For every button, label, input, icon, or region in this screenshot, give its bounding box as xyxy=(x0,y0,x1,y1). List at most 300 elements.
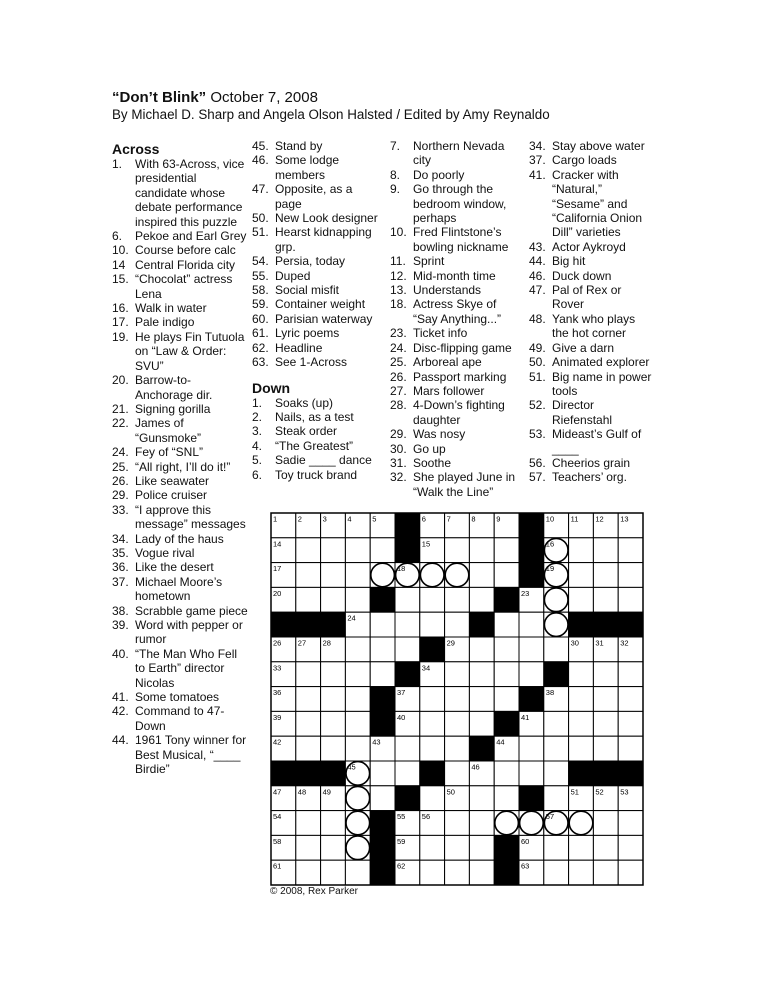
clue-text: Police cruiser xyxy=(135,488,208,503)
clue-text: Fey of “SNL” xyxy=(135,445,204,460)
grid-cell[interactable] xyxy=(345,736,370,761)
clue-number: 51. xyxy=(252,225,269,240)
clue-text: Soothe xyxy=(413,455,452,470)
cell-number: 63 xyxy=(521,861,530,871)
cell-number: 56 xyxy=(421,812,431,822)
grid-cell[interactable] xyxy=(494,637,519,662)
cell-number: 3 xyxy=(322,514,327,524)
grid-cell[interactable] xyxy=(494,662,519,687)
clue-number: 56. xyxy=(529,455,546,470)
clue-text: Opposite, as a page xyxy=(275,182,353,211)
clue xyxy=(390,254,520,268)
clue-number: 37. xyxy=(112,574,129,589)
clue xyxy=(390,326,520,340)
grid-cell[interactable] xyxy=(618,711,643,736)
cell-number: 38 xyxy=(545,688,555,698)
clue-number: 54. xyxy=(252,254,269,269)
grid-cell[interactable] xyxy=(469,811,494,836)
clue-number: 7. xyxy=(390,139,401,153)
grid-cell[interactable] xyxy=(370,761,395,786)
clue xyxy=(252,355,382,369)
cell-number: 57 xyxy=(545,812,555,822)
grid-cell[interactable] xyxy=(494,612,519,637)
grid-cell[interactable] xyxy=(618,563,643,588)
grid-cell[interactable] xyxy=(569,662,594,687)
grid-cell[interactable] xyxy=(494,538,519,563)
cell-number: 12 xyxy=(595,514,604,524)
clue-text: Animated explorer xyxy=(552,355,650,370)
black-square xyxy=(519,786,544,811)
grid-cell[interactable] xyxy=(569,687,594,712)
grid-cell[interactable] xyxy=(420,612,445,637)
grid-cell[interactable] xyxy=(445,612,470,637)
grid-cell[interactable] xyxy=(445,687,470,712)
clue-text: Duped xyxy=(275,268,311,283)
grid-cell[interactable] xyxy=(296,687,321,712)
grid-cell[interactable] xyxy=(519,662,544,687)
grid-cell[interactable] xyxy=(519,637,544,662)
clue xyxy=(390,427,520,441)
grid-cell[interactable] xyxy=(593,736,618,761)
clue-text: Understands xyxy=(413,283,482,298)
grid-cell[interactable] xyxy=(395,736,420,761)
clue-number: 27. xyxy=(390,383,407,398)
cell-number: 35 xyxy=(545,663,555,673)
grid-cell[interactable] xyxy=(494,563,519,588)
clue xyxy=(252,297,382,311)
grid-cell[interactable] xyxy=(345,662,370,687)
grid-cell[interactable] xyxy=(569,587,594,612)
grid-cell[interactable] xyxy=(618,662,643,687)
grid-cell[interactable] xyxy=(345,687,370,712)
clue xyxy=(112,733,248,776)
clue-text: Signing gorilla xyxy=(135,401,211,416)
clue-text: Go through the bedroom window, perhaps xyxy=(413,182,507,226)
clue-text: Stay above water xyxy=(552,139,645,153)
grid-cell[interactable] xyxy=(321,711,346,736)
clue xyxy=(112,301,248,315)
clue-number: 49. xyxy=(529,340,546,355)
clue-text: Hearst kidnapping grp. xyxy=(275,225,372,254)
clue-column-3 xyxy=(390,139,520,499)
grid-cell[interactable] xyxy=(420,736,445,761)
grid-cell[interactable] xyxy=(345,637,370,662)
clue xyxy=(529,240,654,254)
clue-number: 12. xyxy=(390,268,407,283)
cell-number: 22 xyxy=(496,588,505,598)
grid-cell[interactable] xyxy=(618,860,643,885)
clue-number: 5. xyxy=(252,453,263,468)
grid-cell[interactable] xyxy=(469,711,494,736)
clue-number: 26. xyxy=(112,473,129,488)
grid-cell[interactable] xyxy=(469,538,494,563)
grid-cell[interactable] xyxy=(618,587,643,612)
clue xyxy=(112,704,248,733)
clue xyxy=(390,182,520,225)
grid-cell[interactable] xyxy=(321,563,346,588)
grid-cell[interactable] xyxy=(519,612,544,637)
grid-cell[interactable] xyxy=(345,563,370,588)
clue-text: Toy truck brand xyxy=(275,467,358,482)
grid-cell[interactable] xyxy=(296,538,321,563)
clue-number: 45. xyxy=(252,139,269,153)
clue-text: “I approve this message” messages xyxy=(135,502,246,532)
clue-number: 29. xyxy=(390,427,407,442)
grid-cell[interactable] xyxy=(569,860,594,885)
cell-number: 36 xyxy=(273,688,282,698)
clue-number: 41. xyxy=(529,167,546,182)
clue-text: Sprint xyxy=(413,254,445,269)
clue-text: Was nosy xyxy=(413,427,466,442)
grid-cell[interactable] xyxy=(345,587,370,612)
grid-cell[interactable] xyxy=(469,587,494,612)
clue xyxy=(529,283,654,312)
grid-cell[interactable] xyxy=(420,687,445,712)
cell-number: 31 xyxy=(595,638,604,648)
clue-number: 61. xyxy=(252,326,269,341)
grid-cell[interactable] xyxy=(618,538,643,563)
cell-number: 11 xyxy=(570,514,579,524)
cell-number: 52 xyxy=(595,787,604,797)
clue xyxy=(112,618,248,647)
grid-cell[interactable] xyxy=(296,587,321,612)
clue-number: 6. xyxy=(252,467,263,482)
black-square xyxy=(395,538,420,563)
black-square xyxy=(370,860,395,885)
grid-cell[interactable] xyxy=(593,662,618,687)
grid-cell[interactable] xyxy=(321,811,346,836)
clue-number: 13. xyxy=(390,283,407,298)
clue-number: 57. xyxy=(529,470,546,485)
grid-cell[interactable] xyxy=(469,563,494,588)
grid-cell[interactable] xyxy=(494,687,519,712)
cell-number: 43 xyxy=(372,737,381,747)
clue-text: Big hit xyxy=(552,254,586,269)
grid-cell[interactable] xyxy=(618,835,643,860)
clue xyxy=(529,355,654,369)
clue-text: Command to 47-Down xyxy=(135,704,225,733)
clue xyxy=(112,157,248,229)
clue-number: 15. xyxy=(112,272,129,287)
clue-number: 20. xyxy=(112,373,129,388)
grid-cell[interactable] xyxy=(420,587,445,612)
black-square xyxy=(395,786,420,811)
grid-cell[interactable] xyxy=(618,811,643,836)
clue-number: 14 xyxy=(112,257,126,272)
grid-cell[interactable] xyxy=(321,587,346,612)
clue xyxy=(112,532,248,546)
grid-cell[interactable] xyxy=(296,711,321,736)
clue xyxy=(390,398,520,427)
puzzle-date: October 7, 2008 xyxy=(206,89,318,106)
clue-text: Yank who plays the hot corner xyxy=(552,311,636,341)
grid-cell[interactable] xyxy=(420,860,445,885)
grid-cell[interactable] xyxy=(395,761,420,786)
grid-cell[interactable] xyxy=(569,736,594,761)
grid-cell[interactable] xyxy=(593,835,618,860)
clue-number: 36. xyxy=(112,560,129,575)
clue xyxy=(390,269,520,283)
clue-number: 9. xyxy=(390,182,401,197)
cell-number: 49 xyxy=(322,787,331,797)
clue-text: Scrabble game piece xyxy=(135,603,248,618)
clue xyxy=(529,456,654,470)
clue-text: Cargo loads xyxy=(552,153,617,168)
clue-number: 16. xyxy=(112,301,129,316)
grid-cell[interactable] xyxy=(469,860,494,885)
grid-cell[interactable] xyxy=(420,835,445,860)
grid-cell[interactable] xyxy=(469,687,494,712)
grid-cell[interactable] xyxy=(445,811,470,836)
cell-number: 40 xyxy=(397,712,406,722)
clue xyxy=(252,326,382,340)
grid-cell[interactable] xyxy=(395,612,420,637)
cell-number: 51 xyxy=(570,787,579,797)
grid-cell[interactable] xyxy=(494,786,519,811)
grid-cell[interactable] xyxy=(593,811,618,836)
grid-cell[interactable] xyxy=(345,860,370,885)
clue xyxy=(252,453,382,467)
clue xyxy=(112,575,248,604)
black-square xyxy=(494,860,519,885)
clue-number: 23. xyxy=(390,326,407,341)
clue-number: 34. xyxy=(529,139,546,153)
clue xyxy=(112,272,248,301)
grid-cell[interactable] xyxy=(445,761,470,786)
crossword-grid[interactable] xyxy=(270,512,646,886)
clue-text: Central Florida city xyxy=(135,257,236,272)
grid-cell[interactable] xyxy=(618,687,643,712)
puzzle-name: “Don’t Blink” xyxy=(112,89,207,106)
clue-number: 29. xyxy=(112,488,129,503)
grid-cell[interactable] xyxy=(469,662,494,687)
cell-number: 54 xyxy=(273,812,282,822)
clue-text: Soaks (up) xyxy=(275,395,334,410)
clue-number: 24. xyxy=(112,445,129,460)
grid-cell[interactable] xyxy=(618,736,643,761)
grid-cell[interactable] xyxy=(519,761,544,786)
black-square xyxy=(370,687,395,712)
clue-text: Director Riefenstahl xyxy=(552,398,613,427)
black-square xyxy=(395,513,420,538)
cell-number: 16 xyxy=(545,539,555,549)
clue-text: “The Greatest” xyxy=(275,438,354,453)
grid-cell[interactable] xyxy=(321,538,346,563)
clue xyxy=(390,225,520,254)
grid-cell[interactable] xyxy=(569,711,594,736)
clue-number: 46. xyxy=(529,268,546,283)
grid-cell[interactable] xyxy=(544,736,569,761)
cell-number: 62 xyxy=(397,861,406,871)
grid-cell[interactable] xyxy=(445,711,470,736)
cell-number: 59 xyxy=(397,836,406,846)
cell-number: 19 xyxy=(545,564,555,574)
grid-cell[interactable] xyxy=(569,835,594,860)
clue-number: 21. xyxy=(112,401,129,416)
grid-cell[interactable] xyxy=(469,835,494,860)
grid-cell[interactable] xyxy=(296,662,321,687)
grid-cell[interactable] xyxy=(544,637,569,662)
grid-cell[interactable] xyxy=(593,687,618,712)
clue-number: 10. xyxy=(112,243,129,258)
grid-cell[interactable] xyxy=(469,786,494,811)
clue-number: 26. xyxy=(390,369,407,384)
clue xyxy=(390,442,520,456)
clue xyxy=(529,254,654,268)
clue-number: 2. xyxy=(252,409,263,424)
cell-number: 26 xyxy=(273,638,282,648)
clue-text: Do poorly xyxy=(413,167,465,182)
clue-text: Pal of Rex or Rover xyxy=(552,283,622,312)
grid-cell[interactable] xyxy=(445,662,470,687)
clue xyxy=(112,229,248,243)
grid-cell[interactable] xyxy=(593,563,618,588)
black-square xyxy=(569,612,594,637)
grid-cell[interactable] xyxy=(395,637,420,662)
grid-cell[interactable] xyxy=(321,687,346,712)
cell-number: 32 xyxy=(620,638,629,648)
grid-cell[interactable] xyxy=(296,736,321,761)
grid-cell[interactable] xyxy=(593,711,618,736)
grid-cell[interactable] xyxy=(544,860,569,885)
cell-number: 60 xyxy=(521,836,530,846)
clue xyxy=(112,416,248,445)
black-square xyxy=(519,563,544,588)
clue xyxy=(529,427,654,456)
grid-cell[interactable] xyxy=(544,711,569,736)
clue xyxy=(252,396,382,410)
grid-cell[interactable] xyxy=(593,587,618,612)
grid-cell[interactable] xyxy=(519,736,544,761)
grid-cell[interactable] xyxy=(469,637,494,662)
clue-text: Container weight xyxy=(275,297,366,312)
clue xyxy=(390,283,520,297)
grid-cell[interactable] xyxy=(321,736,346,761)
clue-text: Lyric poems xyxy=(275,326,340,341)
black-square xyxy=(271,612,296,637)
clue-number: 38. xyxy=(112,603,129,618)
clue-text: Passport marking xyxy=(413,369,507,384)
clue xyxy=(112,488,248,502)
grid-cell[interactable] xyxy=(569,538,594,563)
cell-number: 7 xyxy=(446,514,451,524)
grid-cell[interactable] xyxy=(544,786,569,811)
clue xyxy=(112,546,248,560)
clue xyxy=(390,384,520,398)
grid-cell[interactable] xyxy=(296,811,321,836)
clue-number: 19. xyxy=(112,329,129,344)
grid-cell[interactable] xyxy=(370,786,395,811)
grid-cell[interactable] xyxy=(420,711,445,736)
clue-number: 31. xyxy=(390,455,407,470)
cell-number: 33 xyxy=(273,663,282,673)
grid-cell[interactable] xyxy=(544,835,569,860)
grid-cell[interactable] xyxy=(593,538,618,563)
clue-number: 48. xyxy=(529,311,546,326)
clue-number: 60. xyxy=(252,311,269,326)
clue xyxy=(112,460,248,474)
clue-text: Steak order xyxy=(275,424,338,439)
grid-cell[interactable] xyxy=(296,835,321,860)
clue xyxy=(252,312,382,326)
grid-cell[interactable] xyxy=(593,860,618,885)
cell-number: 10 xyxy=(545,514,555,524)
black-square xyxy=(569,761,594,786)
clue-number: 52. xyxy=(529,398,546,413)
grid-cell[interactable] xyxy=(321,662,346,687)
grid-cell[interactable] xyxy=(370,612,395,637)
black-square xyxy=(370,835,395,860)
black-square xyxy=(618,761,643,786)
grid-cell[interactable] xyxy=(345,538,370,563)
clue-number: 25. xyxy=(112,459,129,474)
clue xyxy=(252,341,382,355)
clue xyxy=(112,243,248,257)
grid-cell[interactable] xyxy=(395,587,420,612)
cell-number: 61 xyxy=(273,861,282,871)
clue-number: 47. xyxy=(529,283,546,298)
clue-text: She played June in “Walk the Line” xyxy=(413,470,516,499)
grid-cell[interactable] xyxy=(321,835,346,860)
clue-text: Michael Moore’s hometown xyxy=(135,574,223,604)
clue-text: Nails, as a test xyxy=(275,409,354,424)
grid-cell[interactable] xyxy=(370,662,395,687)
copyright: © 2008, Rex Parker xyxy=(270,886,358,897)
clue-text: Course before calc xyxy=(135,243,236,258)
clue-text: Cheerios grain xyxy=(552,455,631,470)
cell-number: 18 xyxy=(397,564,406,574)
grid-cell[interactable] xyxy=(370,637,395,662)
black-square xyxy=(296,761,321,786)
grid-cell[interactable] xyxy=(494,761,519,786)
clue xyxy=(529,312,654,341)
grid-cell[interactable] xyxy=(296,860,321,885)
clue xyxy=(529,470,654,484)
grid-cell[interactable] xyxy=(321,860,346,885)
grid-cell[interactable] xyxy=(544,761,569,786)
clue-text: See 1-Across xyxy=(275,355,348,370)
clue-number: 50. xyxy=(252,211,269,226)
grid-cell[interactable] xyxy=(370,538,395,563)
grid-cell[interactable] xyxy=(569,563,594,588)
black-square xyxy=(618,612,643,637)
grid-cell[interactable] xyxy=(445,860,470,885)
clue-text: Parisian waterway xyxy=(275,311,373,326)
grid-cell[interactable] xyxy=(445,538,470,563)
cell-number: 20 xyxy=(273,588,282,598)
cell-number: 58 xyxy=(273,836,282,846)
puzzle-title xyxy=(112,89,318,106)
grid-cell[interactable] xyxy=(420,786,445,811)
black-square xyxy=(271,761,296,786)
clue-number: 37. xyxy=(529,153,546,168)
clue-text: Cracker with “Natural,” “Sesame” and “California Onion Dill” varieties xyxy=(552,167,643,240)
grid-cell[interactable] xyxy=(345,711,370,736)
grid-cell[interactable] xyxy=(445,736,470,761)
cell-number: 55 xyxy=(397,812,406,822)
grid-cell[interactable] xyxy=(296,563,321,588)
clue-text: Big name in power tools xyxy=(552,369,652,398)
grid-cell[interactable] xyxy=(445,587,470,612)
clue-text: Some lodge members xyxy=(275,153,340,182)
clue-text: Stand by xyxy=(275,139,323,153)
grid-cell[interactable] xyxy=(445,835,470,860)
black-square xyxy=(519,513,544,538)
clue xyxy=(112,690,248,704)
clue xyxy=(252,211,382,225)
clue xyxy=(529,370,654,399)
clue-column-2 xyxy=(252,139,382,482)
